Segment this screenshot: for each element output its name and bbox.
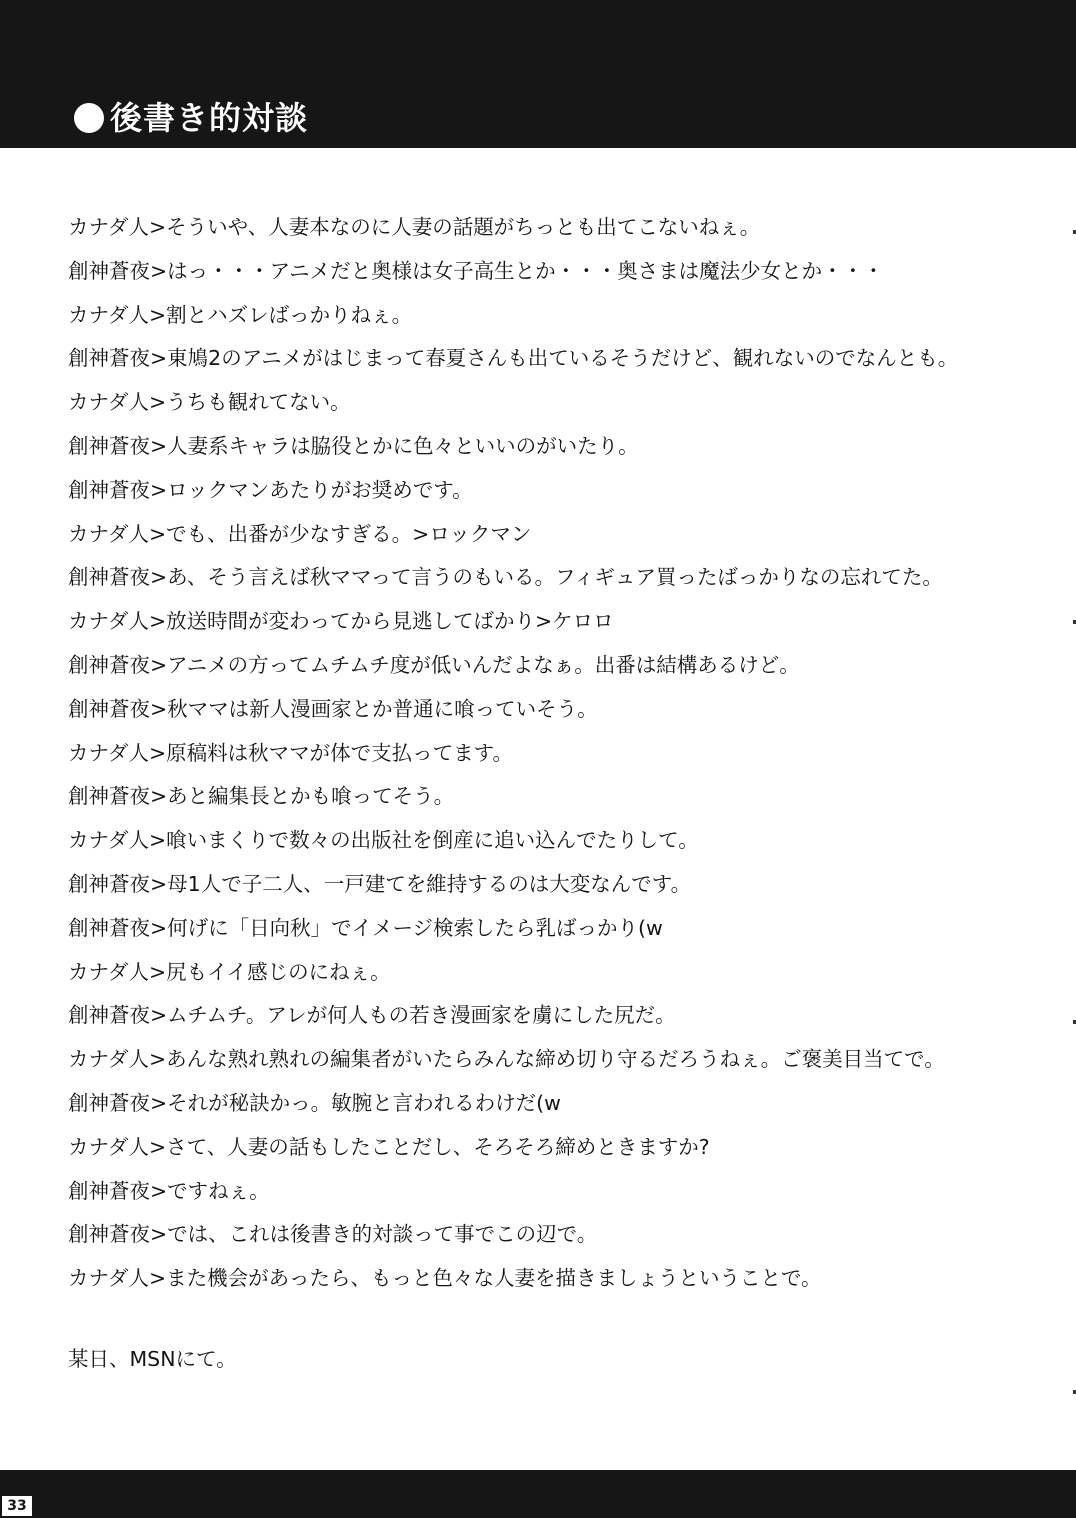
dialogue-line: 創神蒼夜>ロックマンあたりがお奨めです。: [68, 477, 473, 502]
dialogue-line: 創神蒼夜>あ、そう言えば秋ママって言うのもいる。フィギュア買ったばっかりなの忘れてた。: [68, 565, 943, 590]
dialogue-line: カナダ人>また機会があったら、もっと色々な人妻を描きましょうということで。: [68, 1266, 822, 1291]
dialogue-line: カナダ人>うちも観れてない。: [68, 390, 351, 415]
dialogue-line: 創神蒼夜>秋ママは新人漫画家とか普通に喰っていそう。: [68, 696, 598, 721]
footer-band: [0, 1470, 1076, 1518]
dialogue-line: カナダ人>割とハズレばっかりねぇ。: [68, 302, 413, 327]
bullet-icon: [74, 103, 104, 133]
heading: [74, 98, 308, 138]
dialogue-line: 創神蒼夜>あと編集長とかも喰ってそう。: [68, 784, 455, 809]
heading-title: 後書き的対談: [110, 99, 309, 137]
dialogue-line: 創神蒼夜>母1人で子二人、一戸建てを維持するのは大変なんです。: [68, 871, 692, 896]
dialogue-line: カナダ人>さて、人妻の話もしたことだし、そろそろ締めときますか?: [68, 1134, 710, 1159]
footer-note: 某日、MSNにて。: [68, 1347, 237, 1371]
dialogue-line: カナダ人>喰いまくりで数々の出版社を倒産に追い込んでたりして。: [68, 828, 699, 853]
dialogue-line: 創神蒼夜>人妻系キャラは脇役とかに色々といいのがいたり。: [68, 433, 639, 458]
dialogue-line: カナダ人>原稿料は秋ママが体で支払ってます。: [68, 740, 514, 765]
dialogue-line: カナダ人>でも、出番が少なすぎる。>ロックマン: [68, 521, 532, 546]
page-number: 33: [2, 1496, 32, 1516]
dialogue-line: カナダ人>放送時間が変わってから見逃してばかり>ケロロ: [68, 609, 614, 634]
dialogue-line: 創神蒼夜>はっ・・・アニメだと奥様は女子高生とか・・・奥さまは魔法少女とか・・・: [68, 258, 884, 283]
dialogue-line: カナダ人>そういや、人妻本なのに人妻の話題がちっとも出てこないねぇ。: [68, 215, 761, 239]
dialogue-line: 創神蒼夜>ムチムチ。アレが何人もの若き漫画家を虜にした尻だ。: [68, 1003, 676, 1028]
dialogue-list: [68, 206, 1058, 1301]
dialogue-line: 創神蒼夜>ですねぇ。: [68, 1178, 270, 1203]
dialogue-line: カナダ人>あんな熟れ熟れの編集者がいたらみんな締め切り守るだろうねぇ。ご褒美目当てで。: [68, 1047, 945, 1072]
dialogue-line: 創神蒼夜>それが秘訣かっ。敏腕と言われるわけだ(w: [68, 1090, 561, 1115]
edge-marks: [1072, 150, 1076, 1470]
dialogue-line: 創神蒼夜>では、これは後書き的対談って事でこの辺で。: [68, 1222, 598, 1247]
dialogue-line: 創神蒼夜>何げに「日向秋」でイメージ検索したら乳ばっかり(w: [68, 915, 663, 940]
dialogue-line: カナダ人>尻もイイ感じのにねぇ。: [68, 959, 391, 984]
dialogue-line: 創神蒼夜>東鳩2のアニメがはじまって春夏さんも出ているそうだけど、観れないのでなんとも。: [68, 346, 959, 371]
dialogue-line: 創神蒼夜>アニメの方ってムチムチ度が低いんだよなぁ。出番は結構あるけど。: [68, 652, 800, 677]
